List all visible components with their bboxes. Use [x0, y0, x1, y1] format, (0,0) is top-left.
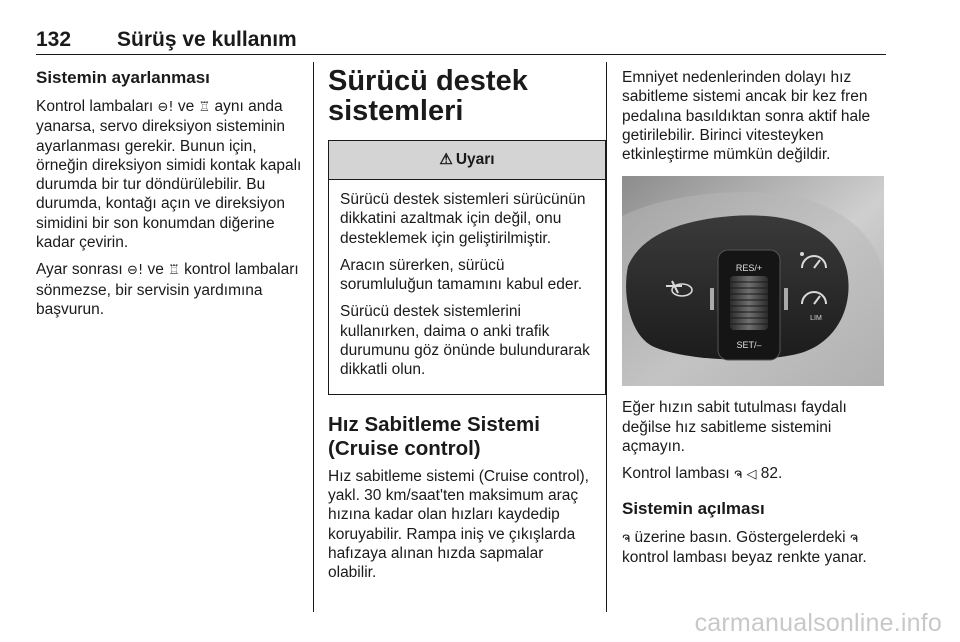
warning-header: [329, 141, 605, 180]
page-reference-icon: ◁: [746, 467, 757, 483]
column-middle: [328, 66, 594, 590]
column-divider-2: [606, 62, 607, 612]
warning-text-1: Sürücü destek sistemleri sürücünün dikkatini azaltmak için değil, onu desteklemek için geliştirilmiştir.: [340, 191, 586, 247]
paragraph-system-on: ຈ üzerine basın. Göstergelerdeki ຈ kontrol lambası beyaz renkte yanar.: [622, 528, 867, 566]
cruise-control-icon: ຈ: [849, 530, 859, 546]
paragraph-service: Ayar sonrası ⊖! ve ♖ kontrol lambaları sönmezse, bir servisin yardımına başvurun.: [36, 261, 299, 318]
steering-wheel-icon: ♖: [198, 100, 211, 115]
steering-wheel-icon: ♖: [168, 263, 180, 279]
paragraph-adjust: Kontrol lambaları ⊖! ve ♖ aynı anda yanarsa, servo direksiyon sisteminin ayarlanması gerekir. Bunun için, örneğin direksiyon simidi kontak kapalı durumda bir tur döndürülebilir. Bu durumda, kontağı açın ve direksiyon simidini bir son konumdan diğerine kadar çevirin.: [36, 98, 302, 252]
header-rule: [36, 54, 886, 55]
cruise-control-title: Hız Sabitleme Sistemi (Cruise control): [328, 412, 540, 460]
warning-body: [329, 180, 605, 394]
cruise-control-icon: ຈ: [622, 530, 631, 546]
set-label: SET/–: [736, 340, 762, 351]
warning-box: [328, 140, 606, 395]
heading-system-adjust: Sistemin ayarlanması: [36, 68, 210, 87]
page-header: [36, 28, 886, 54]
heading-system-on: Sistemin açılması: [622, 498, 765, 518]
column-right: [622, 68, 886, 575]
chapter-title: Sürücü destek sistemleri: [328, 65, 528, 127]
column-left: [36, 68, 302, 327]
cruise-control-body: Hız sabitleme sistemi (Cruise control), yakl. 30 km/saat'ten maksimum araç hızına kadar olan hızları kaydedip koruyabilir. Rampa iniş ve çıkışlarda hafızaya alınan hızda sapmalar olabilir.: [328, 467, 589, 582]
column-divider-1: [313, 62, 314, 612]
warning-text-3: Sürücü destek sistemlerini kullanırken, daima o anki trafik durumunu göz önünde bulundurarak dikkatli olun.: [340, 303, 590, 379]
res-label: RES/+: [735, 263, 763, 274]
paragraph-intro: Emniyet nedenlerinden dolayı hız sabitleme sistemi ancak bir kez fren pedalına basıldıktan sonra aktif hale getirilebilir. Birinci vitesteyken etkinleştirme mümkün değildir.: [622, 69, 871, 164]
paragraph-advice: Eğer hızın sabit tutulması faydalı değilse hız sabitleme sistemini açmayın.: [622, 399, 847, 456]
paragraph-lamp-ref: Kontrol lambası ຈ ◁ 82.: [622, 465, 783, 483]
cruise-control-icon: ຈ: [734, 467, 743, 483]
steering-warning-icon: ⊖!: [127, 263, 144, 279]
section-title: Sürüş ve kullanım: [117, 28, 297, 51]
watermark: carmanualsonline.info: [694, 609, 942, 637]
warning-label: Uyarı: [455, 151, 495, 169]
steering-wheel-controls-photo: [622, 176, 884, 386]
page-number: 132: [36, 28, 72, 51]
lim-label: LIM: [810, 315, 822, 323]
warning-triangle-icon: ⚠: [439, 151, 453, 169]
steering-warning-icon: ⊖!: [157, 100, 174, 115]
warning-text-2: Aracın sürerken, sürücü sorumluluğun tamamını kabul eder.: [340, 256, 583, 294]
